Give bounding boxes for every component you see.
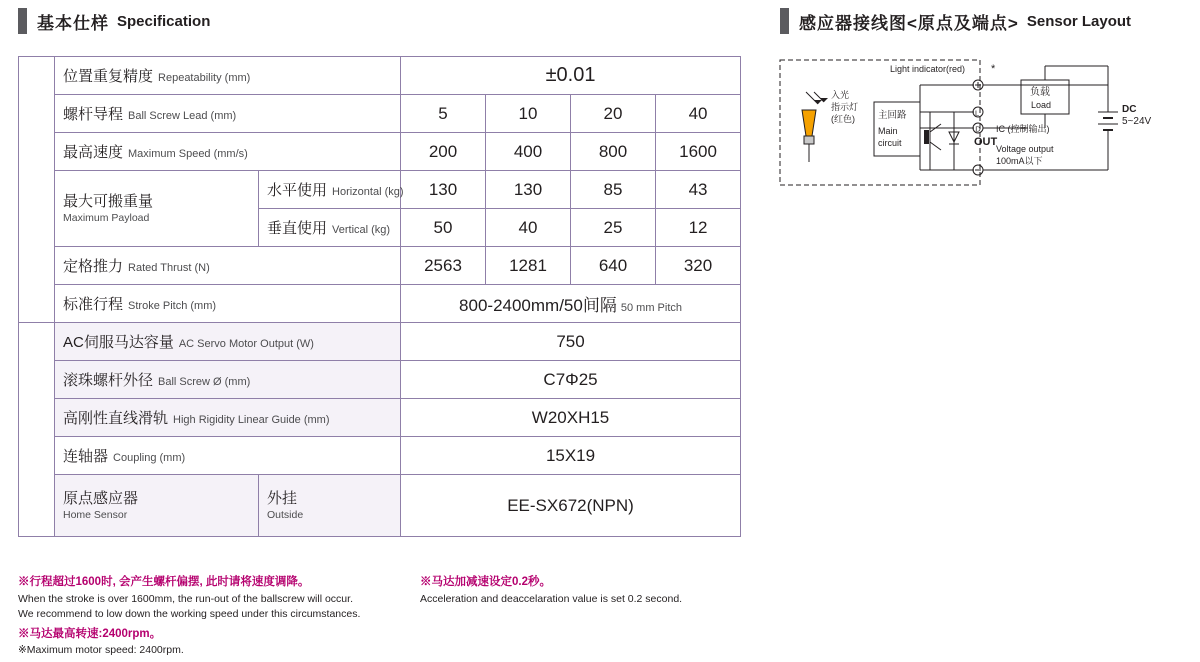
label-en: Vertical (kg) (332, 224, 391, 236)
value-cell: 43 (656, 171, 741, 209)
main-circuit-label-cn: 主回路 (878, 110, 907, 121)
value-cell: 12 (656, 209, 741, 247)
value-cell: 200 (401, 133, 486, 171)
row-sublabel-vertical (259, 209, 401, 247)
label-cn: 标准行程 (63, 296, 124, 313)
table-row (19, 323, 741, 361)
table-row (19, 361, 741, 399)
section-accent-bar (780, 8, 789, 34)
value-cell: 400 (486, 133, 571, 171)
row-label-coupling (55, 437, 401, 475)
row-label-linear-guide (55, 399, 401, 437)
dc-value: 5~24V (1122, 116, 1152, 127)
value-cell: 320 (656, 247, 741, 285)
terminal-plus (973, 80, 983, 90)
value-servo-motor: 750 (401, 323, 741, 361)
row-label-ball-screw-dia (55, 361, 401, 399)
label-en: Coupling (mm) (113, 452, 186, 464)
note-line: We recommend to low down the working speed under this circumstances. (18, 607, 361, 620)
current-limit-label: 100mA以下 (996, 156, 1043, 166)
note-line: ※马达加减速设定0.2秒。 (420, 576, 551, 588)
load-label-cn: 负载 (1030, 87, 1050, 98)
table-row (19, 285, 741, 323)
value-cell: 40 (486, 209, 571, 247)
value-cell: 50 (401, 209, 486, 247)
terminal-out (973, 123, 983, 134)
value-cell: 800 (571, 133, 656, 171)
notes-right (420, 575, 820, 607)
label-cn: 外挂 (267, 489, 298, 507)
sensor-title-en: Sensor Layout (1026, 12, 1132, 30)
note-line: When the stroke is over 1600mm, the run-out of the ballscrew will occur. (18, 592, 353, 605)
label-cn: 水平使用 (267, 182, 328, 199)
group-label-cn: 部品 (27, 399, 47, 441)
sensor-section-header (780, 8, 1131, 34)
row-label-stroke-pitch (55, 285, 401, 323)
note-line: ※Maximum motor speed: 2400rpm. (18, 644, 184, 657)
row-sublabel-horizontal (259, 171, 404, 209)
svg-text:D: D (975, 124, 981, 134)
label-en: Home Sensor (63, 509, 128, 522)
label-cn: 螺杆导程 (63, 106, 124, 123)
value-home-sensor: EE-SX672(NPN) (401, 475, 741, 537)
specification-title-en: Specification (117, 12, 211, 30)
load-label-en: Load (1031, 100, 1052, 110)
label-en: Ball Screw Ø (mm) (158, 376, 251, 388)
table-row (19, 171, 741, 209)
label-en: AC Servo Motor Output (W) (178, 338, 314, 350)
label-cn: 最高速度 (63, 144, 124, 161)
table-row (19, 475, 741, 537)
value-repeatability: ±0.01 (401, 57, 741, 95)
label-en: Repeatability (mm) (158, 72, 251, 84)
specification-table-wrap (18, 56, 740, 537)
label-cn: AC伺服马达容量 (63, 334, 174, 351)
light-in-label-cn: 入光 (831, 90, 850, 100)
note-line: ※行程超过1600时, 会产生螺杆偏摆, 此时请将速度调降。 (18, 576, 310, 588)
value-cell: 10 (486, 95, 571, 133)
transistor-icon (924, 112, 941, 170)
svg-text:L: L (975, 108, 980, 118)
value-main: 800-2400mm/50间隔 (459, 296, 617, 315)
row-label-servo-motor (55, 323, 401, 361)
note-line: ※马达最高转速:2400rpm。 (18, 627, 162, 640)
table-row (19, 57, 741, 95)
row-label-home-sensor (55, 475, 259, 537)
voltage-output-label: Voltage output (996, 144, 1054, 154)
terminal-l (973, 107, 983, 118)
value-cell: 130 (486, 171, 571, 209)
led-indicator-icon (802, 92, 828, 162)
row-label-max-payload (55, 171, 259, 247)
sensor-diagram-svg (778, 50, 1188, 200)
value-cell: 25 (571, 209, 656, 247)
value-cell: 20 (571, 95, 656, 133)
group-label-en: Spec (22, 205, 51, 220)
dc-source-icon (1098, 85, 1118, 170)
value-cell: 1600 (656, 133, 741, 171)
table-row (19, 399, 741, 437)
row-label-repeatability (55, 57, 401, 95)
label-en: Maximum Speed (mm/s) (128, 148, 248, 160)
main-circuit-label-en2: circuit (878, 138, 902, 148)
label-cn: 定格推力 (63, 258, 124, 275)
section-accent-bar (18, 8, 27, 34)
value-cell: 2563 (401, 247, 486, 285)
label-cn: 位置重复精度 (63, 68, 154, 85)
group-cell-parts (19, 323, 55, 537)
specification-table (18, 56, 741, 537)
label-en: Horizontal (kg) (332, 186, 404, 198)
diode-icon (949, 112, 959, 170)
label-en: Outside (267, 509, 304, 522)
label-cn: 最大可搬重量 (63, 192, 154, 210)
out-label: OUT (974, 136, 998, 148)
ic-label: IC (控制输出) (996, 124, 1050, 134)
value-linear-guide: W20XH15 (401, 399, 741, 437)
value-coupling: 15X19 (401, 437, 741, 475)
plus-marker: * (991, 63, 996, 75)
table-row (19, 95, 741, 133)
group-label-cn: 规格 (27, 159, 47, 201)
value-cell: 1281 (486, 247, 571, 285)
note-line: Acceleration and deaccelaration value is set 0.2 second. (420, 592, 683, 605)
group-cell-spec (19, 57, 55, 323)
value-sub: 50 mm Pitch (620, 302, 682, 314)
label-en: Rated Thrust (N) (128, 262, 210, 274)
table-row (19, 133, 741, 171)
value-ball-screw-dia: C7Φ25 (401, 361, 741, 399)
row-sublabel-outside (259, 475, 401, 537)
table-row (19, 437, 741, 475)
label-cn: 垂直使用 (267, 220, 328, 237)
light-in-label-cn2: 指示灯 (831, 102, 859, 112)
group-label-en: Parts (22, 445, 51, 460)
row-label-max-speed (55, 133, 401, 171)
value-cell: 5 (401, 95, 486, 133)
label-cn: 连轴器 (63, 448, 109, 465)
label-en: Stroke Pitch (mm) (128, 300, 217, 312)
row-label-ball-screw-lead (55, 95, 401, 133)
specification-section-header (18, 8, 210, 34)
value-cell: 40 (656, 95, 741, 133)
value-cell: 130 (401, 171, 486, 209)
row-label-rated-thrust (55, 247, 401, 285)
specification-title-cn: 基本仕样 (37, 13, 109, 33)
light-in-label-cn3: (红色) (831, 114, 855, 124)
label-cn: 滚珠螺杆外径 (63, 372, 154, 389)
value-cell: 85 (571, 171, 656, 209)
label-cn: 高刚性直线滑轨 (63, 410, 169, 427)
table-row (19, 247, 741, 285)
sensor-wiring-diagram (778, 50, 1188, 200)
label-en: Maximum Payload (63, 212, 150, 225)
main-circuit-label-en1: Main (878, 126, 898, 136)
label-en: High Rigidity Linear Guide (mm) (173, 414, 330, 426)
sensor-title-cn: 感应器接线图<原点及端点> (799, 13, 1019, 33)
label-cn: 原点感应器 (63, 489, 139, 507)
light-indicator-label-en: Light indicator(red) (890, 64, 966, 74)
value-cell: 640 (571, 247, 656, 285)
label-en: Ball Screw Lead (mm) (128, 110, 237, 122)
terminal-minus (973, 165, 983, 175)
dc-label: DC (1122, 104, 1137, 115)
value-stroke-pitch (401, 285, 741, 323)
